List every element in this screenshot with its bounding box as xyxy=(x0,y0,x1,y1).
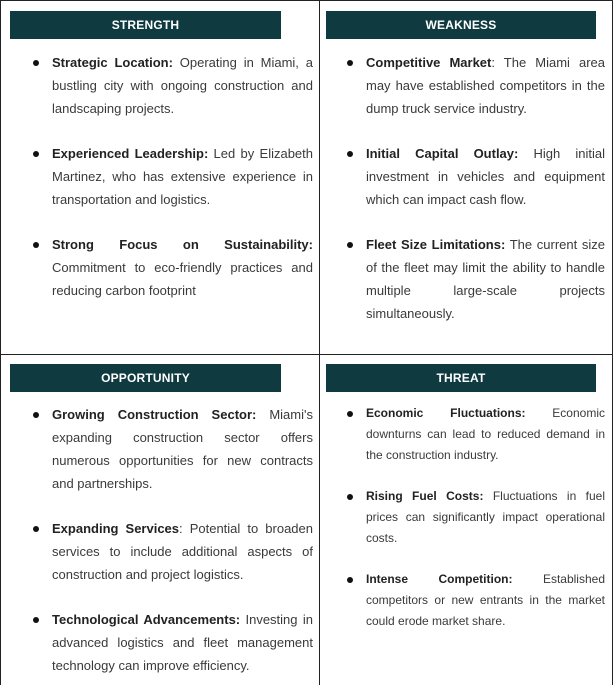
list-item xyxy=(347,233,605,325)
item-text: Miami's expanding construction sector offers numerous opportunities for new contracts and partnerships. xyxy=(52,407,313,491)
weakness-header: WEAKNESS xyxy=(326,11,596,39)
bullet-icon xyxy=(347,494,353,500)
item-text: Established competitors or new entrants in the market could erode market share. xyxy=(366,572,605,628)
item-text: Economic downturns can lead to reduced demand in the construction industry. xyxy=(366,406,605,462)
list-item xyxy=(347,486,605,549)
item-lead: Expanding Services xyxy=(52,521,180,536)
item-lead: Experienced Leadership: xyxy=(52,146,209,161)
bullet-icon xyxy=(347,60,353,66)
bullet-icon xyxy=(33,617,39,623)
list-item xyxy=(33,51,313,120)
bullet-icon xyxy=(347,151,353,157)
item-text: The current size of the fleet may limit the ability to handle multiple large-scale projects simultaneously. xyxy=(366,237,605,321)
opportunity-header: OPPORTUNITY xyxy=(10,364,281,392)
item-lead: Growing Construction Sector: xyxy=(52,407,257,422)
list-item xyxy=(347,403,605,466)
item-text: Investing in advanced logistics and fleet management technology can improve efficiency. xyxy=(52,612,313,673)
item-text: : The Miami area may have established competitors in the dump truck service industry. xyxy=(366,55,606,116)
item-lead: Fleet Size Limitations: xyxy=(366,237,506,252)
strength-header: STRENGTH xyxy=(10,11,281,39)
list-item xyxy=(347,142,605,211)
strength-list xyxy=(33,51,313,324)
threat-quadrant xyxy=(319,354,613,685)
weakness-quadrant xyxy=(319,0,613,355)
opportunity-list xyxy=(33,403,313,699)
item-lead: Technological Advancements: xyxy=(52,612,241,627)
item-text: : Potential to broaden services to include additional aspects of construction and project logistics. xyxy=(52,521,313,582)
item-lead: Strategic Location: xyxy=(52,55,173,70)
list-item xyxy=(33,142,313,211)
bullet-icon xyxy=(347,411,353,417)
list-item xyxy=(33,233,313,302)
list-item xyxy=(33,517,313,586)
item-text: Commitment to eco-friendly practices and reducing carbon footprint xyxy=(52,260,313,298)
bullet-icon xyxy=(33,412,39,418)
bullet-icon xyxy=(347,242,353,248)
strength-quadrant xyxy=(0,0,320,355)
item-lead: Intense Competition: xyxy=(366,572,513,586)
opportunity-quadrant xyxy=(0,354,320,685)
list-item xyxy=(347,51,605,120)
item-text: Operating in Miami, a bustling city with ongoing construction and landscaping projects. xyxy=(52,55,313,116)
list-item xyxy=(33,403,313,495)
bullet-icon xyxy=(33,60,39,66)
list-item xyxy=(33,608,313,677)
item-lead: Strong Focus on Sustainability: xyxy=(52,237,313,252)
threat-list xyxy=(347,403,605,652)
threat-header: THREAT xyxy=(326,364,596,392)
item-text: High initial investment in vehicles and equipment which can impact cash flow. xyxy=(366,146,605,207)
bullet-icon xyxy=(33,151,39,157)
weakness-list xyxy=(347,51,605,347)
item-text: Fluctuations in fuel prices can significantly impact operational costs. xyxy=(366,489,606,545)
list-item xyxy=(347,569,605,632)
bullet-icon xyxy=(33,526,39,532)
bullet-icon xyxy=(347,577,353,583)
item-lead: Rising Fuel Costs: xyxy=(366,489,484,503)
item-lead: Economic Fluctuations: xyxy=(366,406,526,420)
item-lead: Initial Capital Outlay: xyxy=(366,146,519,161)
item-text: Led by Elizabeth Martinez, who has extensive experience in transportation and logistics. xyxy=(52,146,313,207)
item-lead: Competitive Market xyxy=(366,55,492,70)
bullet-icon xyxy=(33,242,39,248)
